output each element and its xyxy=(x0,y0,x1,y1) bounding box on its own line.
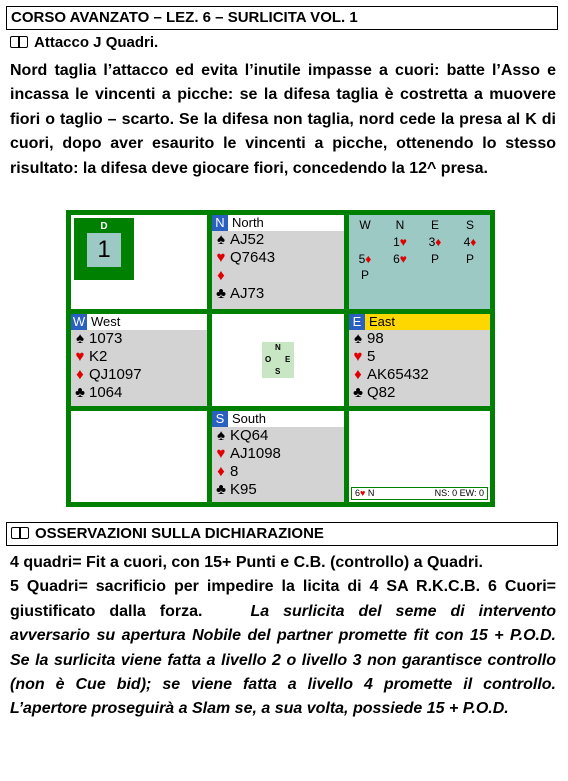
east-hearts xyxy=(349,348,490,366)
east-seat xyxy=(349,314,490,330)
west-hand xyxy=(71,314,207,406)
east-clubs-cards: Q82 xyxy=(367,384,396,401)
north-diamonds xyxy=(212,267,344,285)
diamond-icon: ♦ xyxy=(217,267,225,284)
auction-header-w: W xyxy=(359,218,371,232)
north-spades-cards: AJ52 xyxy=(230,231,265,248)
result-contract-by: N xyxy=(367,488,375,498)
spade-icon: ♠ xyxy=(76,330,84,347)
result-score: NS: 0 EW: 0 xyxy=(434,488,484,498)
book-icon xyxy=(10,36,28,48)
auction-bid-n2 xyxy=(389,252,411,266)
compass-e: E xyxy=(285,355,291,364)
table-center xyxy=(212,314,344,406)
auction-bid-level: 4 xyxy=(463,235,471,249)
north-hearts-cards: Q7643 xyxy=(230,249,276,266)
auction-bid-s1 xyxy=(459,235,481,249)
diamond-icon: ♦ xyxy=(76,366,84,383)
board-number: 1 xyxy=(87,233,121,267)
east-spades xyxy=(349,330,490,348)
south-hearts-cards: AJ1098 xyxy=(230,445,281,462)
heart-icon: ♥ xyxy=(399,252,407,266)
north-spades xyxy=(212,231,344,249)
notes-line-1: 4 quadri= Fit a cuori, con 15+ Punti e C.B. (controllo) a Quadri. xyxy=(10,554,483,571)
spade-icon: ♠ xyxy=(217,427,225,444)
west-spades-cards: 1073 xyxy=(89,330,123,347)
auction-bid-w3: P xyxy=(360,268,369,282)
west-hearts xyxy=(71,348,207,366)
north-name: North xyxy=(232,215,264,230)
north-tag: N xyxy=(212,215,228,231)
notes-paragraph xyxy=(10,551,556,722)
east-diamonds-cards: AK65432 xyxy=(367,366,429,383)
south-diamonds xyxy=(212,463,344,481)
auction-bid-e2: P xyxy=(430,252,439,266)
result-cell xyxy=(349,411,490,502)
west-name: West xyxy=(91,314,121,329)
heart-icon: ♥ xyxy=(216,445,226,462)
section-heading xyxy=(6,522,558,546)
west-diamonds xyxy=(71,366,207,384)
north-seat xyxy=(212,215,344,231)
heart-icon: ♥ xyxy=(399,235,407,249)
compass xyxy=(262,342,294,378)
south-spades xyxy=(212,427,344,445)
north-clubs xyxy=(212,285,344,303)
east-diamonds xyxy=(349,366,490,384)
auction-bid-w2 xyxy=(354,252,376,266)
heart-icon: ♥ xyxy=(216,249,226,266)
south-seat xyxy=(212,411,344,427)
intro-text: Nord taglia l’attacco ed evita l’inutile impasse a cuori: batte l’Asso e incassa le vincenti a picche: se la difesa taglia è costretta a muovere fiori o taglio – scarto. Se la difesa non taglia, nord cede la presa al K di cuori, dopo aver esaurito le vincenti a picche, ottenendo lo stesso risultato: la difesa deve giocare fiori, concedendo la 12^ presa. xyxy=(10,62,556,177)
south-tag: S xyxy=(212,411,228,427)
east-spades-cards: 98 xyxy=(367,330,384,347)
west-diamonds-cards: QJ1097 xyxy=(89,366,142,383)
diamond-icon: ♦ xyxy=(435,235,442,249)
diamond-icon: ♦ xyxy=(217,463,225,480)
notes-text-3: La surlicita del seme di intervento avversario su apertura Nobile del partner promette fit con 15 + P.O.D. Se la surlicita viene fatta a livello 2 o livello 3 non garantisce controllo (non è Cue bid); se viene fatta a livello 4 promette il controllo. L’apertore proseguirà a Slam se, a sua volta, possiede 15 + P.O.D. xyxy=(10,602,557,718)
west-clubs-cards: 1064 xyxy=(89,384,123,401)
heart-icon: ♥ xyxy=(75,348,85,365)
diamond-icon: ♦ xyxy=(470,235,477,249)
club-icon: ♣ xyxy=(75,384,85,401)
east-hand xyxy=(349,314,490,406)
south-diamonds-cards: 8 xyxy=(230,463,239,480)
north-hearts xyxy=(212,249,344,267)
auction-bid-n1 xyxy=(389,235,411,249)
south-hand xyxy=(212,411,344,502)
diamond-icon: ♦ xyxy=(354,366,362,383)
auction-bid-level: 6 xyxy=(393,252,400,266)
east-clubs xyxy=(349,384,490,402)
result-bar xyxy=(351,487,488,500)
board-dealer: D xyxy=(100,221,108,232)
compass-s: S xyxy=(275,367,281,376)
spade-icon: ♠ xyxy=(354,330,362,347)
west-hearts-cards: K2 xyxy=(89,348,108,365)
compass-o: O xyxy=(265,355,272,364)
result-contract xyxy=(355,488,374,499)
section-heading-text: OSSERVAZIONI SULLA DICHIARAZIONE xyxy=(35,525,324,542)
auction-header-e: E xyxy=(430,218,439,232)
club-icon: ♣ xyxy=(216,285,226,302)
auction-bid-e1 xyxy=(424,235,446,249)
result-contract-level: 6 xyxy=(355,488,361,498)
west-seat xyxy=(71,314,207,330)
intro-paragraph xyxy=(10,59,556,181)
empty-cell xyxy=(71,411,207,502)
auction-header-s: S xyxy=(465,218,474,232)
south-name: South xyxy=(232,411,266,426)
club-icon: ♣ xyxy=(216,481,226,498)
book-icon xyxy=(11,527,29,539)
west-clubs xyxy=(71,384,207,402)
west-spades xyxy=(71,330,207,348)
north-hand xyxy=(212,215,344,309)
west-tag: W xyxy=(72,314,86,329)
compass-n: N xyxy=(275,343,281,352)
page-title: CORSO AVANZATO – LEZ. 6 – SURLICITA VOL. 1 xyxy=(6,6,558,30)
auction-box xyxy=(349,215,490,309)
auction-bid-level: 3 xyxy=(428,235,436,249)
auction-bid-level: 5 xyxy=(358,252,366,266)
bridge-diagram xyxy=(66,210,495,507)
south-clubs-cards: K95 xyxy=(230,481,257,498)
heart-icon: ♥ xyxy=(353,348,363,365)
club-icon: ♣ xyxy=(353,384,363,401)
notes-text-2: 5 Quadri= sacrificio per impedire la licita di 4 SA R.K.C.B. 6 Cuori= giustificato dalla forza. xyxy=(10,578,556,620)
east-name: East xyxy=(369,314,396,329)
diamond-icon: ♦ xyxy=(365,252,372,266)
notes-body xyxy=(10,575,556,721)
north-clubs-cards: AJ73 xyxy=(230,285,265,302)
heart-icon: ♥ xyxy=(360,488,366,498)
board-cell xyxy=(71,215,207,309)
east-hearts-cards: 5 xyxy=(367,348,376,365)
auction-bid-s2: P xyxy=(465,252,474,266)
south-clubs xyxy=(212,481,344,499)
lead-heading xyxy=(10,34,158,51)
south-spades-cards: KQ64 xyxy=(230,427,269,444)
auction-header-n: N xyxy=(395,218,405,232)
south-hearts xyxy=(212,445,344,463)
east-tag: E xyxy=(349,314,365,330)
board-number-box xyxy=(74,218,134,280)
spade-icon: ♠ xyxy=(217,231,225,248)
auction-bid-level: 1 xyxy=(393,235,400,249)
lead-heading-text: Attacco J Quadri. xyxy=(34,34,159,51)
